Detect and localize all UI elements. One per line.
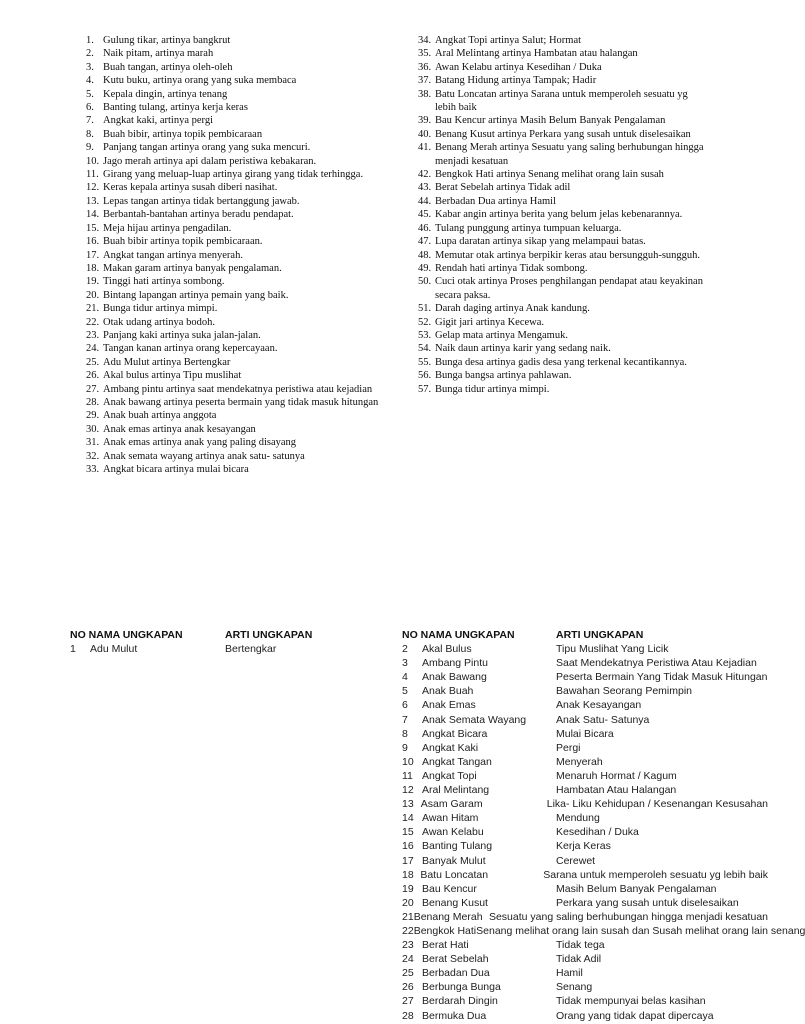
list-item [86,275,386,288]
item-text: Bengkok Hati artinya Senang melihat orang lain susah [435,169,664,181]
list-item [418,249,708,262]
table-row [402,741,768,755]
item-text: Panjang kaki artinya suka jalan-jalan. [103,329,261,341]
list-item [418,302,708,315]
table-row [402,854,768,868]
list-item [86,235,386,248]
item-text: Awan Kelabu artinya Kesedihan / Duka [435,61,602,73]
list-item [86,383,386,396]
item-text: Bau Kencur artinya Masih Belum Banyak Pengalaman [435,115,666,127]
idiom-meaning: Hamil [556,967,583,980]
idiom-name: Adu Mulut [90,643,138,656]
idiom-list-right [418,34,708,396]
idiom-meaning: Menaruh Hormat / Kagum [556,769,677,782]
list-item [86,463,386,476]
item-text: Gigit jari artinya Kecewa. [435,316,545,328]
list-item [418,88,708,115]
list-item [418,356,708,369]
idiom-meaning: Cerewet [556,854,596,867]
item-number: 38. [418,88,432,100]
list-item [418,235,708,248]
table-header [402,628,768,642]
row-number: 23 [402,939,414,952]
idiom-name: Angkat Topi [422,769,477,782]
item-number: 8. [86,128,94,140]
row-number: 8 [402,727,408,740]
list-item [86,34,386,47]
table-row [402,938,768,952]
table-row [402,684,768,698]
idiom-name: Angkat Tangan [422,755,492,768]
item-text: Angkat Topi artinya Salut; Hormat [435,35,582,46]
list-item [418,329,708,342]
table-row [402,896,768,910]
idiom-name: Berbadan Dua [422,967,490,980]
list-item [418,262,708,275]
item-number: 24. [86,343,100,355]
item-text: Bunga bangsa artinya pahlawan. [435,370,572,382]
list-item [418,181,708,194]
list-item [86,168,386,181]
list-item [418,141,708,168]
table-row [402,642,768,656]
idiom-name: Awan Kelabu [422,826,484,839]
item-text: Gelap mata artinya Mengamuk. [435,329,568,341]
table-row [70,642,390,656]
item-text: Lupa daratan artinya sikap yang melampaui batas. [435,236,646,248]
row-number: 9 [402,741,408,754]
list-item [418,34,708,47]
item-text: Makan garam artinya banyak pengalaman. [103,262,282,274]
idiom-meaning: Peserta Bermain Yang Tidak Masuk Hitungan [556,671,768,684]
list-item [418,275,708,302]
row-number: 4 [402,671,408,684]
item-number: 36. [418,61,432,73]
row-number: 13 [402,798,414,811]
idiom-meaning: Saat Mendekatnya Peristiwa Atau Kejadian [556,657,757,670]
item-text: Angkat bicara artinya mulai bicara [103,464,249,475]
idiom-name: Akal Bulus [422,643,472,656]
idiom-meaning: Tidak mempunyai belas kasihan [556,995,706,1008]
item-number: 41. [418,142,432,154]
item-number: 40. [418,128,432,140]
item-text: Panjang tangan artinya orang yang suka mencuri. [103,142,311,154]
idiom-meaning: Kesedihan / Duka [556,826,639,839]
row-number: 22 [402,924,414,937]
row-number: 24 [402,953,414,966]
item-text: Kutu buku, artinya orang yang suka membaca [103,75,297,87]
item-text: Rendah hati artinya Tidak sombong. [435,262,588,274]
item-number: 52. [418,316,432,328]
idiom-name: Asam Garam [420,798,483,811]
item-text: Anak bawang artinya peserta bermain yang tidak masuk hitungan [103,396,379,408]
row-number: 25 [402,967,414,980]
item-number: 20. [86,289,100,301]
item-text: Banting tulang, artinya kerja keras [103,102,248,114]
idiom-name: Angkat Kaki [422,741,479,754]
list-item [86,88,386,101]
list-item [418,195,708,208]
item-number: 17. [86,249,100,261]
idiom-meaning: Kerja Keras [556,840,611,853]
idiom-meaning: Tidak tega [556,939,605,952]
row-number: 15 [402,826,414,839]
list-item [86,128,386,141]
item-number: 15. [86,222,100,234]
list-item [418,369,708,382]
idiom-meaning: Mendung [556,812,600,825]
item-text: Bintang lapangan artinya pemain yang baik. [103,289,289,301]
item-text: Kepala dingin, artinya tenang [103,88,228,100]
item-text: Tangan kanan artinya orang kepercayaan. [103,343,278,355]
list-item [86,423,386,436]
row-number: 17 [402,854,414,867]
item-number: 22. [86,316,100,328]
table-row [402,952,768,966]
idiom-meaning: Senang melihat orang lain susah dan Susah melihat orang lain senang [476,924,805,937]
item-number: 16. [86,236,100,248]
idiom-name: Aral Melintang [422,784,490,797]
table-row [402,924,805,938]
item-number: 50. [418,276,432,288]
item-number: 37. [418,75,432,87]
item-text: Anak buah artinya anggota [103,410,217,422]
idiom-name: Banyak Mulut [422,854,486,867]
item-text: Keras kepala artinya susah diberi nasihat. [103,182,278,194]
item-number: 53. [418,329,432,341]
item-number: 4. [86,75,94,87]
list-item [86,47,386,60]
list-item [86,249,386,262]
list-item [86,356,386,369]
list-item [86,208,386,221]
table-row [402,811,768,825]
idiom-name: Bermuka Dua [422,1009,487,1022]
item-number: 28. [86,396,100,408]
idiom-meaning: Mulai Bicara [556,727,614,740]
list-item [86,436,386,449]
idiom-meaning: Tipu Muslihat Yang Licik [556,643,669,656]
item-number: 6. [86,102,94,114]
idiom-meaning: Senang [556,981,593,994]
item-number: 48. [418,249,432,261]
table-row [402,769,768,783]
table-row [402,670,768,684]
list-item [418,208,708,221]
item-text: Jago merah artinya api dalam peristiwa kebakaran. [103,155,317,167]
item-number: 5. [86,88,94,100]
table-row [402,783,768,797]
idiom-name: Anak Semata Wayang [422,713,527,726]
item-number: 19. [86,276,100,288]
item-text: Ambang pintu artinya saat mendekatnya peristiwa atau kejadian [103,383,373,395]
item-text: Angkat kaki, artinya pergi [103,115,214,127]
item-number: 7. [86,115,94,127]
list-item [86,74,386,87]
idiom-table-left [70,628,390,656]
item-text: Anak emas artinya anak kesayangan [103,423,256,435]
table-row [402,980,768,994]
item-number: 23. [86,329,100,341]
list-item [86,155,386,168]
list-item [418,74,708,87]
list-item [418,114,708,127]
item-text: Lepas tangan artinya tidak bertanggung jawab. [103,195,300,207]
list-item [86,302,386,315]
item-text: Darah daging artinya Anak kandung. [435,303,590,315]
idiom-meaning: Anak Satu- Satunya [556,713,650,726]
item-number: 12. [86,182,100,194]
list-item [86,195,386,208]
item-text: Buah tangan, artinya oleh-oleh [103,61,233,73]
item-number: 56. [418,370,432,382]
item-text: Berbadan Dua artinya Hamil [435,195,556,207]
item-text: Adu Mulut artinya Bertengkar [103,356,231,368]
idiom-name: Berdarah Dingin [422,995,498,1008]
header-arti: ARTI UNGKAPAN [556,629,644,641]
table-row [402,727,768,741]
row-number: 28 [402,1009,414,1022]
idiom-meaning: Masih Belum Banyak Pengalaman [556,882,717,895]
idiom-meaning: Menyerah [556,755,603,768]
table-row [402,713,768,727]
list-item [418,128,708,141]
idiom-name: Bengkok Hati [413,924,477,937]
header-no-nama: NO NAMA UNGKAPAN [402,629,515,641]
item-text: Akal bulus artinya Tipu muslihat [103,370,242,382]
item-text: Kabar angin artinya berita yang belum jelas kebenarannya. [435,209,683,221]
item-number: 35. [418,48,432,60]
item-text: Memutar otak artinya berpikir keras atau bersungguh-sungguh. [435,249,701,261]
list-item [418,61,708,74]
item-number: 31. [86,437,100,449]
table-row [402,994,768,1008]
row-number: 7 [402,713,408,726]
list-item [418,222,708,235]
list-item [86,409,386,422]
row-number: 26 [402,981,414,994]
item-number: 57. [418,383,432,395]
idiom-meaning: Perkara yang susah untuk diselesaikan [556,896,739,909]
table-row [402,755,768,769]
header-no-nama: NO NAMA UNGKAPAN [70,629,183,641]
row-number: 21 [402,910,414,923]
item-text: Buah bibir artinya topik pembicaraan. [103,236,263,248]
table-header [70,628,390,642]
row-number: 12 [402,784,414,797]
list-item [418,342,708,355]
item-number: 29. [86,410,100,422]
idiom-name: Anak Bawang [422,671,487,684]
list-item [86,289,386,302]
row-number: 5 [402,685,408,698]
item-number: 42. [418,169,432,181]
idiom-list-left [86,34,386,476]
table-row [402,797,768,811]
item-number: 54. [418,343,432,355]
item-text: Buah bibir, artinya topik pembicaraan [103,128,263,140]
item-text: Anak emas artinya anak yang paling disayang [103,437,297,449]
item-text: Bunga tidur artinya mimpi. [103,303,218,315]
table-row [402,839,768,853]
item-number: 1. [86,35,94,46]
item-text: Naik pitam, artinya marah [103,48,214,60]
table-row [402,698,768,712]
item-number: 18. [86,262,100,274]
item-number: 34. [418,35,432,46]
row-number: 1 [70,643,76,656]
list-item [86,369,386,382]
item-text: Otak udang artinya bodoh. [103,316,215,328]
idiom-meaning: Tidak Adil [556,953,602,966]
row-number: 20 [402,896,414,909]
idiom-name: Anak Buah [422,685,474,698]
idiom-name: Berat Sebelah [422,953,489,966]
table-row [402,656,768,670]
idiom-meaning: Hambatan Atau Halangan [556,784,677,797]
row-number: 10 [402,755,414,768]
item-number: 27. [86,383,100,395]
table-row [402,966,768,980]
item-text: Naik daun artinya karir yang sedang naik. [435,343,611,355]
idiom-meaning: Sesuatu yang saling berhubungan hingga menjadi kesatuan [488,910,768,923]
list-item [418,168,708,181]
item-number: 14. [86,209,100,221]
item-text: Berat Sebelah artinya Tidak adil [435,182,571,194]
list-item [86,262,386,275]
idiom-table-right [402,628,805,1023]
list-item [86,329,386,342]
row-number: 14 [402,812,414,825]
idiom-name: Berbunga Bunga [422,981,501,994]
idiom-name: Berat Hati [422,939,469,952]
row-number: 2 [402,643,408,656]
item-number: 39. [418,115,432,127]
item-number: 46. [418,222,432,234]
table-row [402,868,768,882]
item-text: Batu Loncatan artinya Sarana untuk memperoleh sesuatu yg lebih baik [435,88,688,114]
row-number: 3 [402,657,408,670]
idiom-name: Benang Kusut [422,896,488,909]
item-number: 45. [418,209,432,221]
item-text: Tulang punggung artinya tumpuan keluarga. [435,222,622,234]
idiom-name: Batu Loncatan [420,868,489,881]
item-number: 3. [86,61,94,73]
item-number: 2. [86,48,94,60]
row-number: 11 [402,769,413,782]
idiom-name: Awan Hitam [422,812,479,825]
idiom-name: Angkat Bicara [422,727,488,740]
list-item [418,47,708,60]
header-arti: ARTI UNGKAPAN [225,629,313,641]
table-row [402,910,768,924]
row-number: 27 [402,995,414,1008]
item-text: Meja hijau artinya pengadilan. [103,222,232,234]
idiom-meaning: Sarana untuk memperoleh sesuatu yg lebih baik [543,868,768,881]
list-item [86,316,386,329]
item-number: 43. [418,182,432,194]
idiom-meaning: Pergi [556,741,581,754]
item-number: 26. [86,370,100,382]
idiom-meaning: Anak Kesayangan [556,699,642,712]
item-number: 9. [86,142,94,154]
idiom-name: Ambang Pintu [422,657,488,670]
idiom-meaning: Orang yang tidak dapat dipercaya [556,1009,714,1022]
item-text: Angkat tangan artinya menyerah. [103,249,243,261]
item-number: 25. [86,356,100,368]
list-item [86,396,386,409]
row-number: 6 [402,699,408,712]
list-item [86,181,386,194]
item-text: Bunga desa artinya gadis desa yang terkenal kecantikannya. [435,356,687,368]
list-item [86,222,386,235]
item-number: 49. [418,262,432,274]
idiom-name: Bau Kencur [422,882,477,895]
list-item [418,316,708,329]
item-text: Gulung tikar, artinya bangkrut [103,35,231,46]
idiom-name: Benang Merah [413,910,483,923]
item-number: 13. [86,195,100,207]
row-number: 18 [402,868,414,881]
item-number: 47. [418,236,432,248]
list-item [86,450,386,463]
idiom-meaning: Bertengkar [225,643,277,656]
item-number: 11. [86,169,99,181]
idiom-meaning: Lika- Liku Kehidupan / Kesenangan Kesusahan [546,798,768,811]
list-item [86,114,386,127]
idiom-meaning: Bawahan Seorang Pemimpin [556,685,692,698]
item-text: Batang Hidung artinya Tampak; Hadir [435,75,597,87]
item-number: 10. [86,155,100,167]
table-row [402,825,768,839]
item-text: Anak semata wayang artinya anak satu- satunya [103,450,305,462]
table-row [402,882,768,896]
item-number: 21. [86,303,100,315]
item-text: Bunga tidur artinya mimpi. [435,383,550,395]
idiom-name: Banting Tulang [422,840,493,853]
list-item [86,101,386,114]
item-number: 33. [86,464,100,475]
item-number: 44. [418,195,432,207]
item-number: 51. [418,303,432,315]
list-item [86,61,386,74]
item-number: 55. [418,356,432,368]
item-text: Aral Melintang artinya Hambatan atau halangan [435,48,638,60]
idiom-name: Anak Emas [422,699,476,712]
table-row [402,1009,768,1023]
list-item [86,342,386,355]
item-text: Benang Merah artinya Sesuatu yang saling berhubungan hingga menjadi kesatuan [435,142,704,167]
item-text: Benang Kusut artinya Perkara yang susah untuk diselesaikan [435,128,691,140]
list-item [418,383,708,396]
row-number: 16 [402,840,414,853]
item-text: Berbantah-bantahan artinya beradu pendapat. [103,209,294,221]
item-number: 30. [86,423,100,435]
item-text: Tinggi hati artinya sombong. [103,276,225,288]
list-item [86,141,386,154]
item-number: 32. [86,450,100,462]
item-text: Girang yang meluap-luap artinya girang yang tidak terhingga. [103,169,364,181]
item-text: Cuci otak artinya Proses penghilangan pendapat atau keyakinan secara paksa. [435,276,703,301]
row-number: 19 [402,882,414,895]
